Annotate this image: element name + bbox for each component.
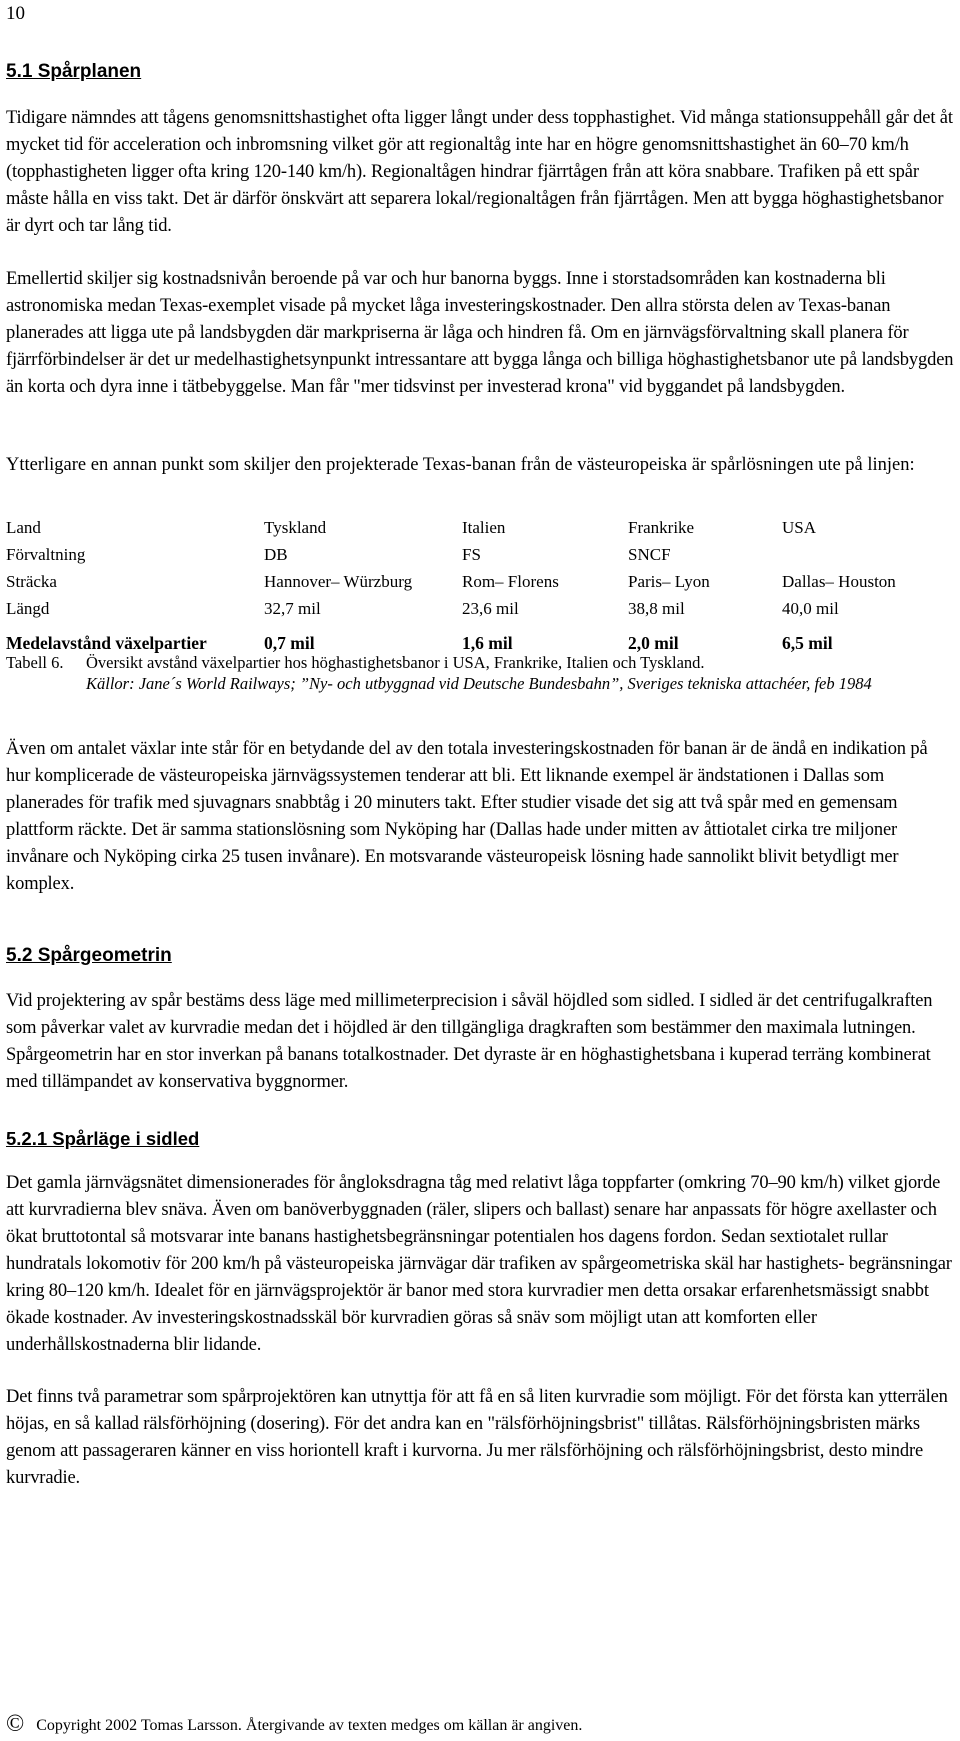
table-cell: 1,6 mil (462, 633, 513, 653)
table-cell: Paris– Lyon (628, 572, 710, 591)
table-row (6, 568, 952, 595)
table-cell: Tyskland (264, 518, 327, 537)
table-cell: 2,0 mil (628, 633, 679, 653)
paragraph-cost-levels: Emellertid skiljer sig kostnadsnivån beroende på var och hur banorna byggs. Inne i storstadsområden kan kostnaderna bli astronomiska medan Texas-exemplet visade på mycket låga investeringskostnader. Den allra största delen av Texas-banan planerades att ligga ute på landsbygden där markpriserna är låga och hindren få. Om en järnvägsförvaltning skall planera för fjärrförbindelser är det ur medelhastighetsynpunkt intressantare att bygga långa och billiga höghastighetsbanor ute på landsbygden än korta och dyra inne i tätbebyggelse. Man får "mer tidsvinst per investerad krona" vid byggandet på landsbygden. (6, 269, 954, 397)
table-cell: Dallas– Houston (782, 572, 896, 591)
paragraph-cant: Det finns två parametrar som spårprojektören kan utnyttja för att få en så liten kurvradie som möjligt. För det första kan ytterrälen höjas, en så kallad rälsförhöjning (dosering). För det andra kan en "rälsförhöjningsbrist" tillåtas. Rälsförhöjningsbristen märks genom att passageraren känner en viss horiontell kraft i kurvorna. Ju mer rälsförhöjning och rälsförhöjningsbrist, desto mindre kurvradie. (6, 1387, 948, 1488)
table-cell: 0,7 mil (264, 633, 315, 653)
table-cell: Italien (462, 518, 506, 537)
table-row (6, 595, 952, 622)
table-cell: USA (782, 518, 817, 537)
caption-body (86, 652, 946, 694)
table-cell: DB (264, 545, 288, 564)
table-cell: Frankrike (628, 518, 695, 537)
section-heading-5-2-1: 5.2.1 Spårläge i sidled (6, 1128, 200, 1149)
table-cell (782, 541, 952, 568)
table-row (6, 541, 952, 568)
paragraph-geometry: Vid projektering av spår bestäms dess läge med millimeterprecision i såväl höjdled som sidled. I sidled är det centrifugalkraften som påverkar valet av kurvradie medan det i höjdled är den tillgängliga dragkraften som bestämmer den maximala lutningen. Spårgeometrin har en stor inverkan på banans totalkostnader. Det dyraste är en höghastighetsbana i kuperad terräng kombinerat med tillämpandet av konservativa byggnormer. (6, 991, 933, 1092)
table-cell: Längd (6, 599, 50, 618)
table-cell: Medelavstånd växelpartier (6, 633, 207, 653)
table-cell: 40,0 mil (782, 599, 839, 618)
caption-source: Källor: Jane´s World Railways; ”Ny- och utbyggnad vid Deutsche Bundesbahn”, Sveriges tekniska attachéer, feb 1984 (86, 674, 872, 693)
paragraph-intro: Tidigare nämndes att tågens genomsnittshastighet ofta ligger långt under dess topphastighet. Vid många stationsuppehåll går det åt mycket tid för acceleration och inbromsning vilket gör att regionaltåg inte har en högre genomsnittshastighet än 60–70 km/h (topphastigheten ligger ofta kring 120-140 km/h). Regionaltågen hindrar fjärrtågen från att köra snabbare. Trafiken på ett spår måste hålla en viss takt. Det är därför önskvärt att separera lokal/regionaltågen från fjärrtågen. Men att bygga höghastighetsbanor är dyrt och tar lång tid. (6, 108, 953, 236)
table-cell: Förvaltning (6, 545, 86, 564)
table-cell: 6,5 mil (782, 633, 833, 653)
paragraph-curve-radius: Det gamla järnvägsnätet dimensionerades för ångloksdragna tåg med relativt låga toppfarter (omkring 70–90 km/h) vilket gjorde att kurvradierna blev snäva. Även om banöverbyggnaden (räler, slipers och ballast) senare har anpassats för högre axellaster och ökat bruttotontal så motsvarar inte banans hastighetsbegränsningar potentialen hos dagens fordon. Sedan sextiotalet rullar hundratals lokomotiv för 200 km/h på västeuropeiska järnvägar där trafiken av spårgeometriska skäl har hastighets- begränsningar kring 80–120 km/h. Idealet för en järnvägsprojektör är banor med stora kurvradier men detta orsakar erfarenhetsmässigt snabbt ökade kostnader. Av investeringskostnadsskäl bör kurvradien göras så snäv som möjligt utan att komforten eller underhållskostnaderna blir lidande. (6, 1173, 952, 1355)
table-cell: Hannover– Würzburg (264, 572, 413, 591)
copyright-footer (6, 1712, 582, 1740)
table-cell: 32,7 mil (264, 599, 321, 618)
caption-text: Översikt avstånd växelpartier hos höghastighetsbanor i USA, Frankrike, Italien och Tyskland. (86, 653, 705, 672)
paragraph-switches: Även om antalet växlar inte står för en betydande del av den totala investeringskostnaden för banan är de ändå en indikation på hur komplicerade de västeuropeiska järnvägssystemen tenderar att bli. Ett liknande exempel är ändstationen i Dallas som planerades för trafik med sjuvagnars snabbtåg i 20 minuters takt. Efter studier visade det sig att två spår med en gemensam plattform räckte. Det är samma stationslösning som Nyköping har (Dallas hade under mitten av åttiotalet cirka tre miljoner invånare och Nyköping cirka 25 tusen invånare). En motsvarande västeuropeisk lösning hade sannolikt blivit betydligt mer komplex. (6, 739, 928, 894)
table-cell: Rom– Florens (462, 572, 559, 591)
table-row (6, 514, 952, 541)
section-heading-5-2: 5.2 Spårgeometrin (6, 945, 172, 966)
table-cell: Land (6, 518, 41, 537)
copyright-icon: © (6, 1710, 25, 1737)
switch-distance-table (6, 514, 952, 657)
table-cell: FS (462, 545, 481, 564)
table-cell: Sträcka (6, 572, 57, 591)
page-number: 10 (6, 3, 25, 24)
paragraph-track-solution: Ytterligare en annan punkt som skiljer den projekterade Texas-banan från de västeuropeiska är spårlösningen ute på linjen: (6, 455, 915, 475)
section-heading-5-1: 5.1 Spårplanen (6, 61, 142, 82)
table-cell: 38,8 mil (628, 599, 685, 618)
table-cell: SNCF (628, 545, 671, 564)
copyright-text: Copyright 2002 Tomas Larsson. Återgivande av texten medges om källan är angiven. (36, 1717, 583, 1734)
table-cell: 23,6 mil (462, 599, 519, 618)
caption-label: Tabell 6. (6, 653, 64, 672)
